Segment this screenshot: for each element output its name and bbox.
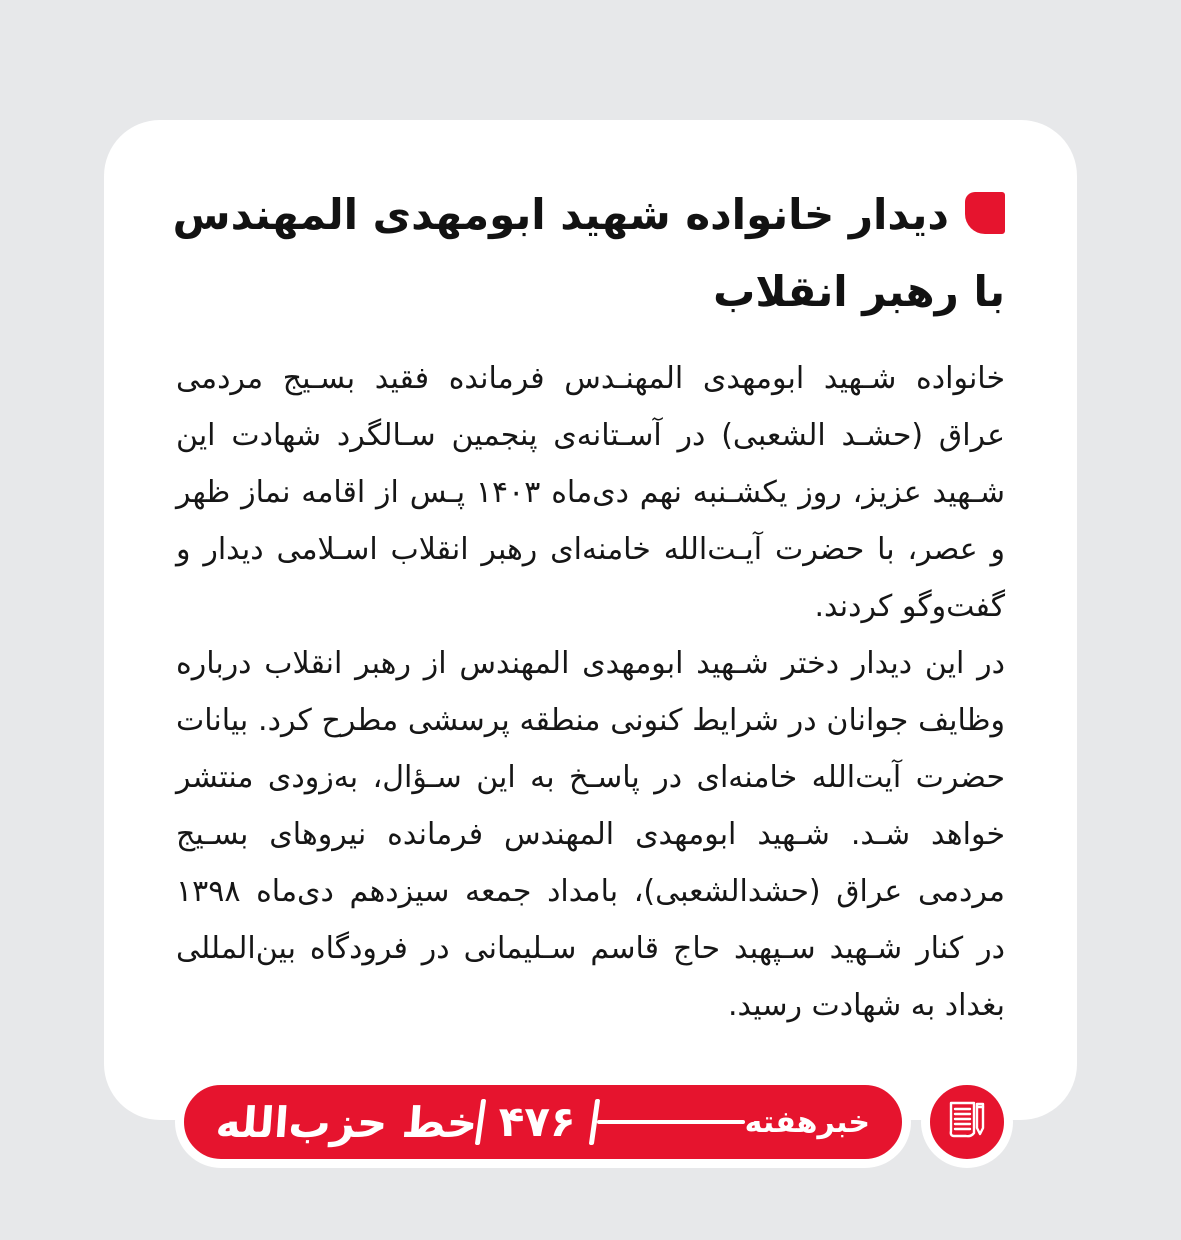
body-line: بغداد به شهادت رسید.: [728, 988, 1005, 1023]
page-title: [172, 176, 1005, 330]
body-line: حضرت آیت‌الله خامنه‌ای در پاسـخ به این سـؤال، به‌زودی منتشر: [176, 760, 1005, 795]
weekly-label: خبرهفته: [744, 1104, 870, 1140]
article-body: [176, 350, 1005, 1034]
paragraph-2: [176, 635, 1005, 1034]
body-line: گفت‌وگو کردند.: [814, 589, 1005, 624]
body-line: وظایف جوانان در شرایط کنونی منطقه پرسشی مطرح کرد. بیانات: [176, 703, 1005, 738]
body-line: و عصر، با حضرت آیـت‌الله خامنه‌ای رهبر انقلاب اسـلامی دیدار و: [176, 532, 1005, 567]
body-line: خواهد شـد. شـهید ابومهدی المهندس فرمانده نیروهای بسـیج: [176, 817, 1005, 852]
khat-e-hezbollah-logo: خط حزب‌الله: [214, 1097, 480, 1147]
body-line: شـهید عزیز، روز یکشـنبه نهم دی‌ماه ۱۴۰۳ پـس از اقامه نماز ظهر: [176, 475, 1005, 510]
headline-line-1: [172, 176, 1005, 253]
body-line: عراق (حشـد الشعبی) در آسـتانه‌ی پنجمین سـالگرد شهادت این: [176, 418, 1005, 453]
body-line: مردمی عراق (حشدالشعبی)، بامداد جمعه سیزدهم دی‌ماه ۱۳۹۸: [176, 874, 1005, 909]
issue-number: ۴۷۶: [498, 1097, 576, 1146]
headline-text-1: دیدار خانواده شهید ابومهدی المهندس: [172, 190, 949, 239]
divider-line: [597, 1120, 745, 1124]
headline-text-2: با رهبر انقلاب: [713, 267, 1005, 316]
newsletter-badge: [921, 1076, 1013, 1168]
article-card: [104, 120, 1077, 1120]
red-square-bullet-icon: [965, 192, 1005, 234]
headline-line-2: [176, 253, 1005, 330]
footer-pill: [175, 1076, 911, 1168]
issue-number-group: [478, 1099, 597, 1145]
document-pencil-icon: [941, 1094, 993, 1150]
paragraph-1: [176, 350, 1005, 635]
footer-bar: [180, 1076, 1013, 1168]
body-line: در کنار شـهید سـپهبد حاج قاسم سـلیمانی در فرودگاه بین‌المللی: [176, 931, 1005, 966]
body-line: در این دیدار دختر شـهید ابومهدی المهندس از رهبر انقلاب درباره: [176, 646, 1005, 681]
body-line: خانواده شـهید ابومهدی المهنـدس فرمانده فقید بسـیج مردمی: [176, 361, 1005, 396]
